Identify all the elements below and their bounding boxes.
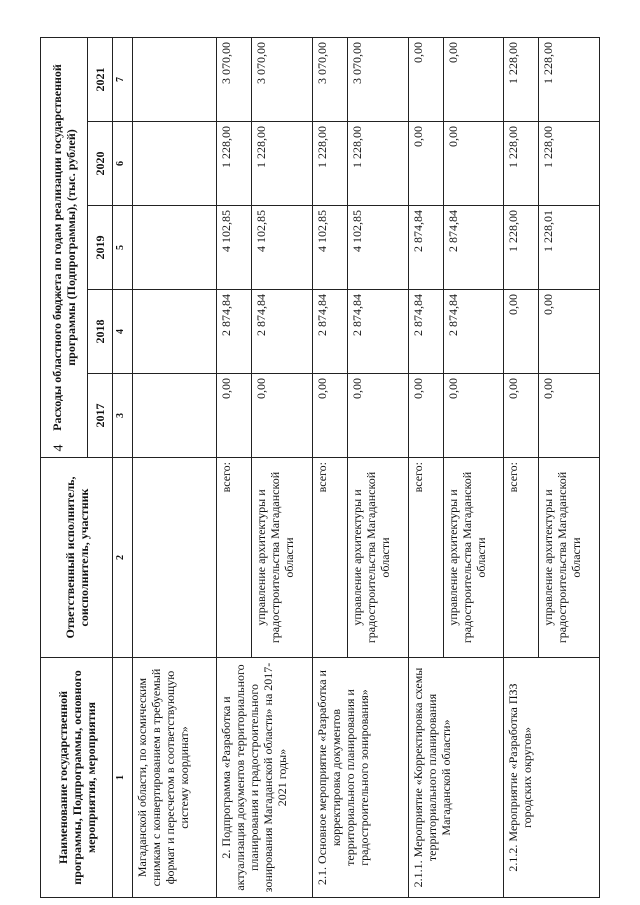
row-executor: всего: [408,458,443,658]
header-expenses: Расходы областного бюджета по годам реализации государственной программы (Подпрограммы), (тыс. рублей) [41,37,88,457]
row-value: 1 228,00 [347,122,408,206]
row-value: 0,00 [443,374,504,458]
row-value: 3 070,00 [347,37,408,121]
row-value: 0,00 [539,374,600,458]
row-value: 3 070,00 [312,37,347,121]
row-value: 1 228,00 [539,122,600,206]
table-row [504,37,539,897]
row-executor: всего: [504,458,539,658]
row-value: 2 874,84 [312,290,347,374]
table-row [408,37,443,897]
row-value: 0,00 [347,374,408,458]
row-name: 2.1.1. Мероприятие «Корректировка схемы территориального планирования Магаданской области» [408,658,504,898]
row-value [133,290,217,374]
row-value: 1 228,00 [252,122,313,206]
index-cell: 7 [113,37,133,121]
row-value: 0,00 [408,37,443,121]
row-name: Магаданской области, по космическим снимкам с конвертированием в требуемый формат и пересчетом в соответствующую систему координат» [133,658,217,898]
row-value: 1 228,00 [504,37,539,121]
header-executor: Ответственный исполнитель, соисполнитель, участник [41,458,113,658]
index-cell: 6 [113,122,133,206]
index-cell: 3 [113,374,133,458]
row-value: 0,00 [408,122,443,206]
row-executor: управление архитектуры и градостроительства Магаданской области [443,458,504,658]
row-value [133,37,217,121]
row-executor: управление архитектуры и градостроительства Магаданской области [347,458,408,658]
row-value: 2 874,84 [252,290,313,374]
row-value: 2 874,84 [217,290,252,374]
header-name: Наименование государственной программы, Подпрограммы, основного мероприятия, мероприятия [41,658,113,898]
header-year: 2018 [87,290,113,374]
row-value: 1 228,00 [217,122,252,206]
header-year: 2017 [87,374,113,458]
index-cell: 1 [113,658,133,898]
row-value: 0,00 [504,290,539,374]
row-value: 0,00 [252,374,313,458]
row-value: 0,00 [539,290,600,374]
header-year: 2020 [87,122,113,206]
row-value: 2 874,84 [408,206,443,290]
row-value [133,122,217,206]
row-value: 2 874,84 [408,290,443,374]
row-value: 4 102,85 [347,206,408,290]
row-value: 3 070,00 [217,37,252,121]
header-year: 2021 [87,37,113,121]
row-value: 0,00 [443,37,504,121]
row-name: 2.1.2. Мероприятие «Разработка ПЗЗ городских округов» [504,658,600,898]
row-executor: всего: [217,458,252,658]
row-value: 4 102,85 [312,206,347,290]
budget-table [40,37,600,898]
index-cell: 2 [113,458,133,658]
row-value: 1 228,00 [504,206,539,290]
table-row [312,37,347,897]
row-executor: управление архитектуры и градостроительства Магаданской области [539,458,600,658]
row-value: 1 228,00 [539,37,600,121]
rotated-table-container [40,38,600,898]
row-value [133,206,217,290]
row-value: 2 874,84 [443,206,504,290]
row-executor: управление архитектуры и градостроительства Магаданской области [252,458,313,658]
row-name: 2.1. Основное мероприятие «Разработка и корректировка документов территориального планирования и градостроительного зонирования» [312,658,408,898]
table-row [217,37,252,897]
row-value: 0,00 [408,374,443,458]
row-value: 0,00 [504,374,539,458]
index-cell: 5 [113,206,133,290]
row-value: 1 228,01 [539,206,600,290]
row-value: 1 228,00 [312,122,347,206]
row-value: 2 874,84 [443,290,504,374]
row-value: 2 874,84 [347,290,408,374]
row-executor: всего: [312,458,347,658]
row-value: 0,00 [217,374,252,458]
row-value: 4 102,85 [252,206,313,290]
row-name: 2. Подпрограмма «Разработка и актуализация документов территориального планирования и градостроительного зонирования Магаданской области» на 2017-2021 годы» [217,658,313,898]
row-value: 3 070,00 [252,37,313,121]
row-executor [133,458,217,658]
row-value [133,374,217,458]
row-value: 4 102,85 [217,206,252,290]
page-number: 4 [51,444,67,452]
table-row [133,37,217,897]
row-value: 1 228,00 [504,122,539,206]
index-cell: 4 [113,290,133,374]
row-value: 0,00 [312,374,347,458]
header-year: 2019 [87,206,113,290]
row-value: 0,00 [443,122,504,206]
